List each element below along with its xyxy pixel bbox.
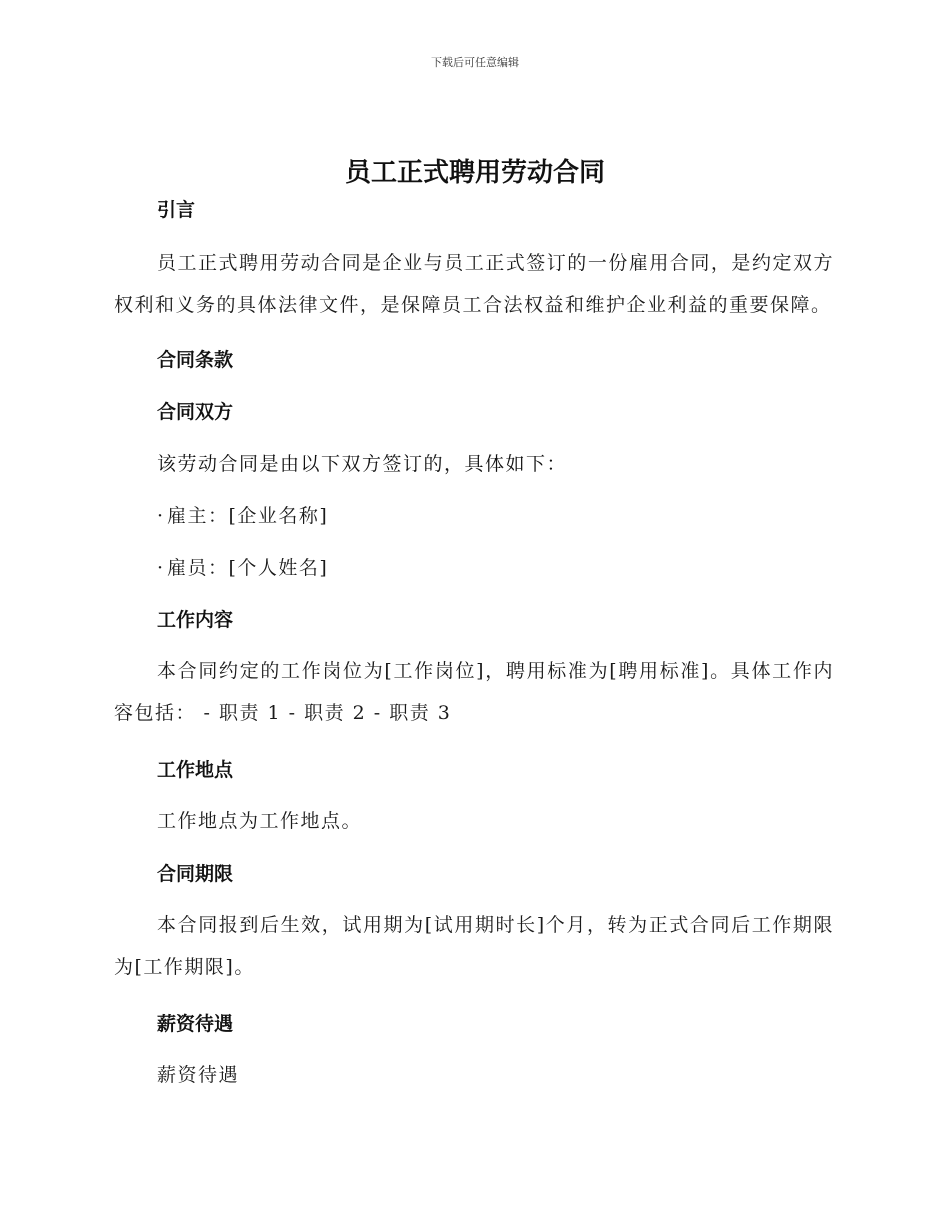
terms-heading: 合同条款 [157, 349, 234, 371]
intro-heading: 引言 [157, 199, 196, 221]
salary-heading: 薪资待遇 [157, 1013, 234, 1035]
document-title: 员工正式聘用劳动合同 [344, 158, 605, 188]
parties-heading: 合同双方 [157, 401, 234, 423]
party-employee [114, 554, 834, 582]
document-body [114, 196, 834, 1096]
party-employer [114, 502, 834, 530]
bullet-icon: · [157, 505, 165, 527]
party-employee-label: 雇员：[个人姓名] [167, 557, 329, 579]
term-heading: 合同期限 [157, 863, 234, 885]
job-paragraph: 本合同约定的工作岗位为[工作岗位]，聘用标准为[聘用标准]。具体工作内容包括： - 职责 1 - 职责 2 - 职责 3 [114, 660, 834, 724]
term-paragraph: 本合同报到后生效，试用期为[试用期时长]个月，转为正式合同后工作期限为[工作期限]。 [114, 914, 834, 978]
location-paragraph: 工作地点为工作地点。 [157, 810, 363, 832]
parties-paragraph: 该劳动合同是由以下双方签订的，具体如下： [157, 453, 568, 475]
job-heading: 工作内容 [157, 609, 234, 631]
bullet-icon: · [157, 557, 165, 579]
page-header-note: 下载后可任意编辑 [431, 56, 519, 69]
location-heading: 工作地点 [157, 759, 234, 781]
intro-paragraph: 员工正式聘用劳动合同是企业与员工正式签订的一份雇用合同，是约定双方权利和义务的具体法律文件，是保障员工合法权益和维护企业利益的重要保障。 [114, 252, 834, 316]
salary-paragraph: 薪资待遇 [157, 1064, 240, 1086]
party-employer-label: 雇主：[企业名称] [167, 505, 329, 527]
